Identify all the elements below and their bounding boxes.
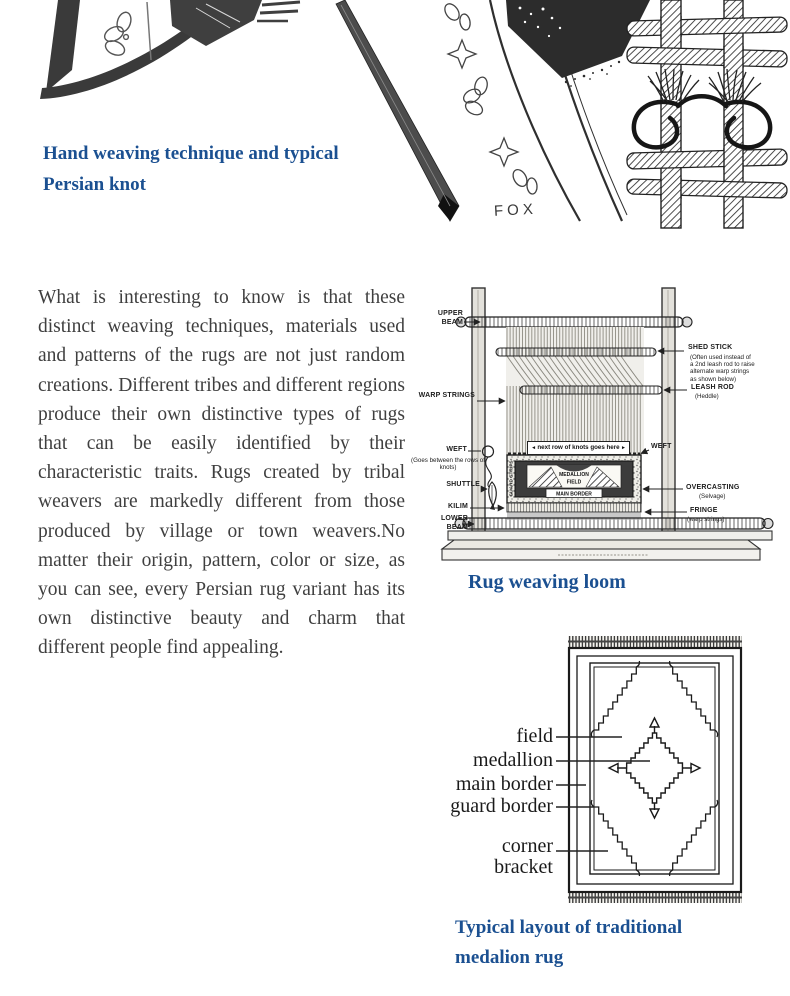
knot-yarn (634, 96, 770, 147)
caption-loom: Rug weaving loom (468, 571, 626, 593)
loom-drawing (408, 278, 790, 598)
kilim-band (507, 503, 641, 512)
label-corner-bracket: corner bracket (494, 835, 553, 878)
leash-rod-bar (520, 386, 662, 394)
label-shuttle: SHUTTLE (446, 481, 480, 488)
label-overcasting-sub: (Selvage) (699, 493, 726, 500)
caption-hand-weaving: Hand weaving technique and typical Persian knot (43, 143, 339, 195)
label-warp-strings: WARP STRINGS (418, 392, 475, 399)
rug-medallion-text: MEDALLION (559, 472, 589, 478)
rug-main-border-text: MAIN BORDER (556, 491, 592, 498)
label-field: field (516, 725, 553, 747)
artist-signature: FOX (493, 200, 538, 220)
rug-in-progress (507, 455, 641, 503)
label-shed-stick: SHED STICK (688, 344, 733, 351)
label-leash-rod: LEASH ROD (691, 384, 735, 391)
upper-beam-bar (456, 317, 692, 327)
pile-wedge (506, 0, 650, 87)
label-upper-beam: UPPER BEAM (437, 310, 463, 326)
body-paragraph: What is interesting to know is that these distinct weaving techniques, materials used and patterns of the rugs are not just random creations. Different tribes and different regions produce their own distinctive types of rugs that can be easily identified by their characteristic traits. Rugs created by tribal weavers are markedly different from those produced by village or town weavers.No matter their origin, pattern, color or size, as you can see, every Persian rug variant has its own distinctive beauty and charm that different people find appealing. (38, 287, 405, 659)
carpet-sketch-left (40, 0, 300, 99)
label-fringe-sub: (warp strings) (687, 516, 725, 523)
label-leash-rod-sub: (Heddle) (695, 393, 719, 400)
label-weft-left-sub: (Goes between the rows of knots) (411, 457, 485, 472)
weft-bands (627, 17, 787, 198)
rug-layout-diagram (440, 630, 770, 920)
bottom-crossbar (448, 531, 772, 540)
rug-guard-strips-text: GUARD STRIPS (509, 460, 515, 497)
label-overcasting: OVERCASTING (686, 484, 740, 491)
caption-rug-layout: Typical layout of traditional medalion rug (455, 917, 683, 968)
loom-diagram (408, 278, 790, 598)
label-weft-left: WEFT (446, 446, 467, 453)
label-weft-right: WEFT (651, 443, 672, 450)
label-medallion: medallion (473, 749, 553, 771)
shuttle-drawing (489, 482, 497, 510)
label-lower-beam: LOWER BEAM (440, 515, 468, 531)
next-row-note: ◄ next row of knots goes here ► (527, 441, 630, 455)
shed-stick-bar (496, 348, 656, 356)
label-main-border: main border (455, 773, 553, 795)
label-kilim: KILIM (447, 503, 468, 510)
loom-base (442, 540, 760, 560)
rug-field-text: FIELD (566, 479, 582, 486)
clover-motif (102, 10, 133, 58)
label-guard-border: guard border (450, 795, 553, 817)
label-shed-stick-sub: (Often used instead of a 2nd leash rod to raise alternate warp strings as shown below) (690, 354, 755, 383)
label-fringe: FRINGE (690, 507, 718, 514)
persian-knot-diagram (627, 0, 787, 228)
